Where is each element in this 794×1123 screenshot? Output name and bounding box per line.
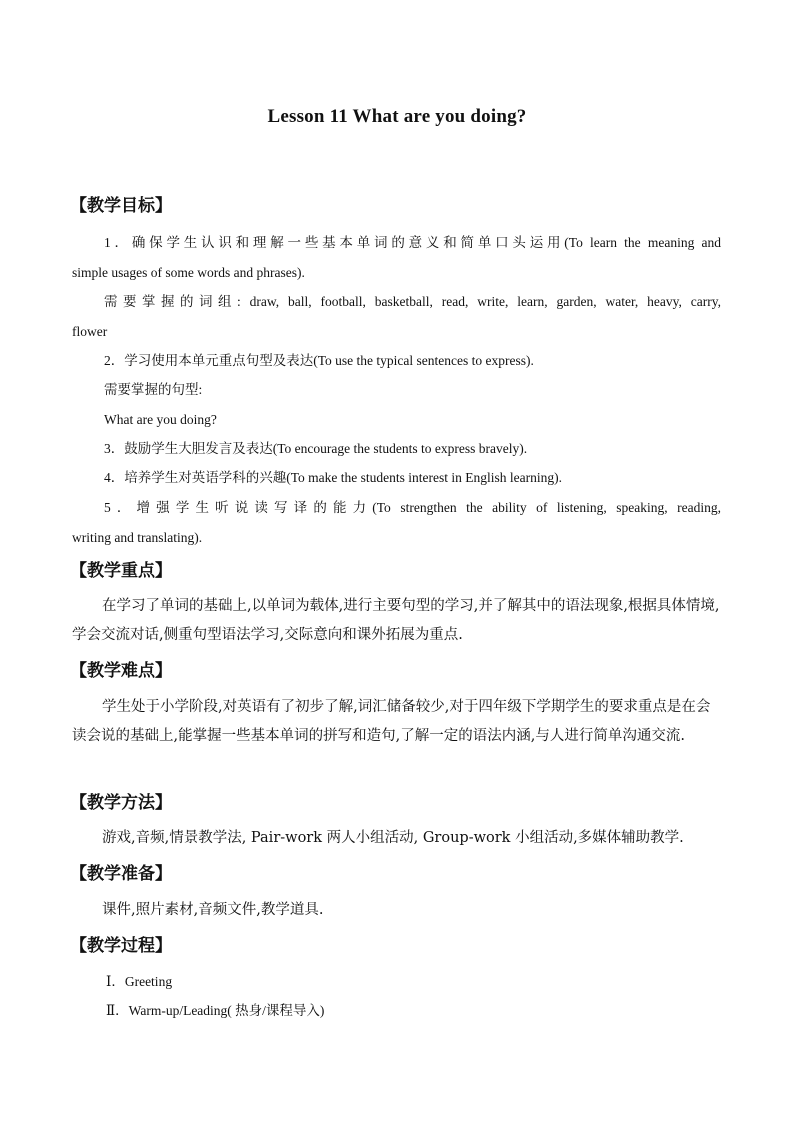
objective-line: 2．学习使用本单元重点句型及表达(To use the typical sentences to express). xyxy=(104,353,534,368)
key-points-heading: 【教学重点】 xyxy=(70,561,172,581)
key-points-text: 在学习了单词的基础上,以单词为载体,进行主要句型的学习,并了解其中的语法现象,根据具体情境,学会交流对话,侧重句型语法学习,交际意向和课外拓展为重点. xyxy=(72,598,720,643)
objective-line: 4．培养学生对英语学科的兴趣(To make the students interest in English learning). xyxy=(104,470,562,485)
preparation-text: 课件,照片素材,音频文件,教学道具. xyxy=(102,902,324,918)
methods-text: 游戏,音频,情景教学法, Pair-work 两人小组活动, Group-work 小组活动,多媒体辅助教学. xyxy=(102,830,684,846)
lesson-title: Lesson 11 What are you doing? xyxy=(267,106,527,127)
objective-line: What are you doing? xyxy=(104,412,217,427)
process-item: Ⅰ．Greeting xyxy=(106,974,173,989)
objective-line: writing and translating). xyxy=(72,530,203,545)
objective-line: 需要掌握的句型: xyxy=(104,382,203,397)
methods-heading: 【教学方法】 xyxy=(70,793,172,813)
objective-line: 3．鼓励学生大胆发言及表达(To encourage the students to express bravely). xyxy=(104,441,528,456)
objective-line: flower xyxy=(72,324,108,339)
objective-line: 1．确保学生认识和理解一些基本单词的意义和简单口头运用(To learn the meaning and xyxy=(104,235,721,250)
process-heading: 【教学过程】 xyxy=(70,936,172,956)
objective-line: 5．增强学生听说读写译的能力(To strengthen the ability of listening, speaking, reading, xyxy=(104,500,721,515)
objective-line: 需要掌握的词组: draw, ball, football, basketball, read, write, learn, garden, water, heavy, carry, xyxy=(104,294,721,309)
difficulties-heading: 【教学难点】 xyxy=(70,661,172,681)
objective-line: simple usages of some words and phrases). xyxy=(72,265,305,280)
objectives-heading: 【教学目标】 xyxy=(70,196,172,216)
preparation-heading: 【教学准备】 xyxy=(70,864,172,884)
difficulties-text: 学生处于小学阶段,对英语有了初步了解,词汇储备较少,对于四年级下学期学生的要求重点是在会读会说的基础上,能掌握一些基本单词的拼写和造句,了解一定的语法内涵,与人进行简单沟通交流. xyxy=(72,699,711,744)
process-item: Ⅱ．Warm-up/Leading( 热身/课程导入) xyxy=(106,1003,325,1018)
